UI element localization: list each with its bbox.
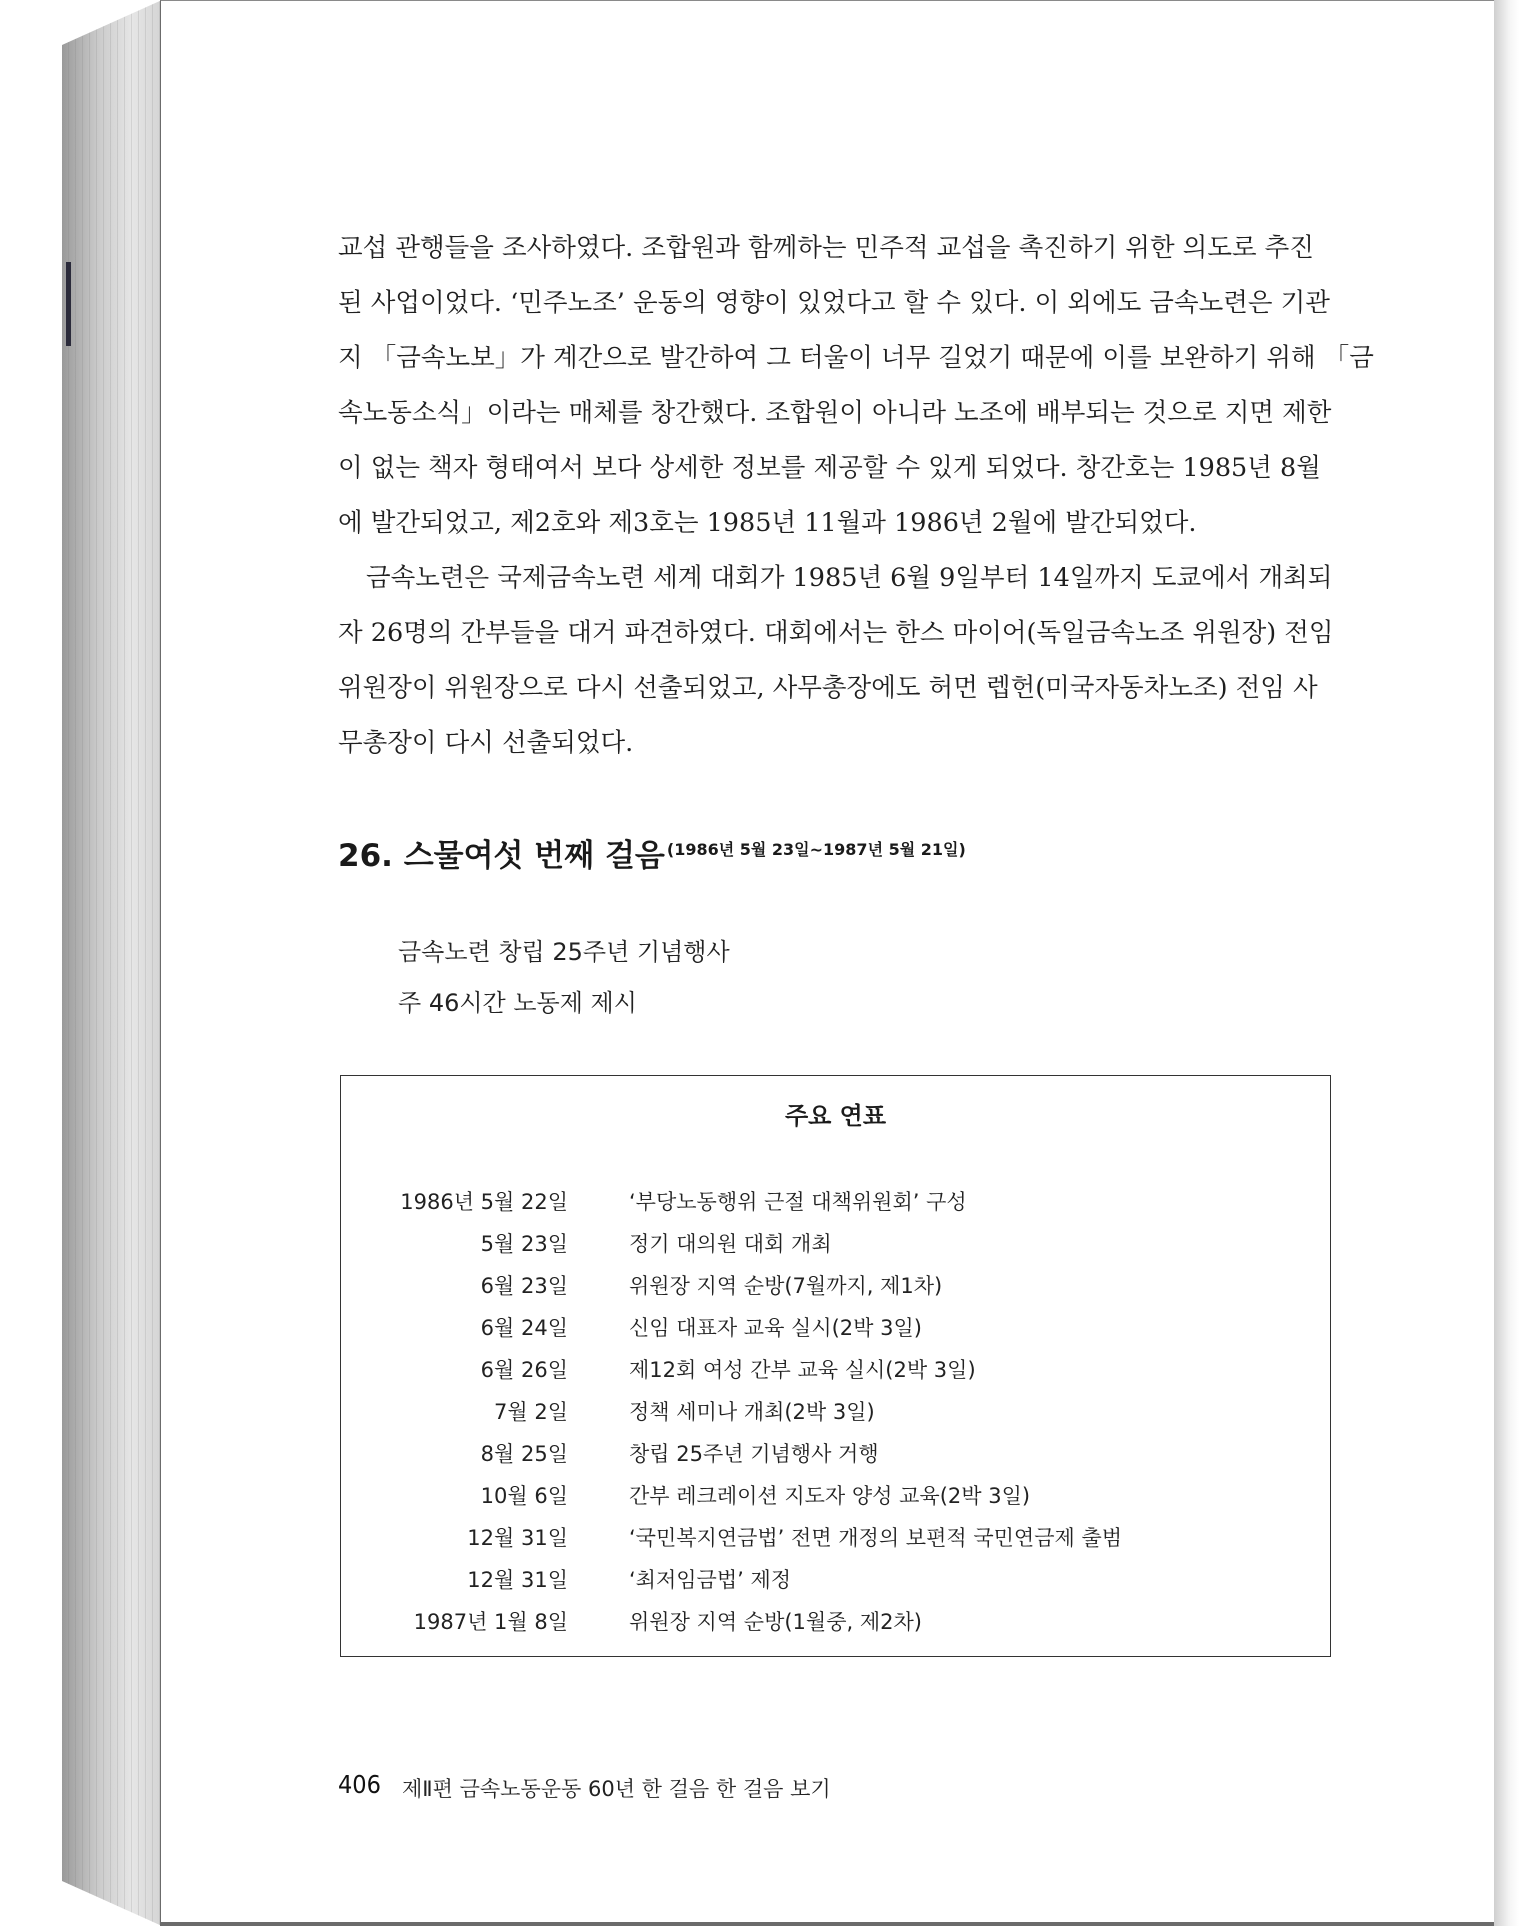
timeline-title: 주요 연표: [784, 1102, 887, 1130]
page-bottom-edge: [160, 1922, 1494, 1926]
body-line: 지 「금속노보」가 계간으로 발간하여 그 터울이 너무 길었기 때문에 이를 보완하기 위해 「금: [338, 343, 1374, 373]
running-head: 제Ⅱ편 금속노동운동 60년 한 걸음 한 걸음 보기: [402, 1777, 831, 1801]
timeline-event: 정기 대의원 대회 개최: [629, 1232, 832, 1256]
body-line: 자 26명의 간부들을 대거 파견하였다. 대회에서는 한스 마이어(독일금속노조 위원장) 전임: [338, 618, 1334, 648]
body-line: 교섭 관행들을 조사하였다. 조합원과 함께하는 민주적 교섭을 촉진하기 위한 의도로 추진: [338, 233, 1314, 263]
timeline-event: 정책 세미나 개최(2박 3일): [629, 1400, 875, 1424]
timeline-date: 8월 25일: [480, 1442, 568, 1466]
timeline-event: 제12회 여성 간부 교육 실시(2박 3일): [629, 1358, 976, 1382]
section-subhead: 주 46시간 노동제 제시: [398, 989, 637, 1017]
timeline-box: [340, 1075, 1331, 1657]
spine-ribbon-mark: [66, 262, 71, 346]
timeline-event: 신임 대표자 교육 실시(2박 3일): [629, 1316, 922, 1340]
body-line: 위원장이 위원장으로 다시 선출되었고, 사무총장에도 허먼 렙헌(미국자동차노조) 전임 사: [338, 673, 1318, 703]
timeline-event: 위원장 지역 순방(1월중, 제2차): [629, 1610, 922, 1634]
timeline-event: ‘국민복지연금법’ 전면 개정의 보편적 국민연금제 출범: [629, 1526, 1123, 1550]
timeline-date: 6월 24일: [480, 1316, 568, 1340]
timeline-date: 12월 31일: [467, 1568, 568, 1592]
timeline-date: 6월 26일: [480, 1358, 568, 1382]
timeline-date: 5월 23일: [480, 1232, 568, 1256]
timeline-date: 1986년 5월 22일: [400, 1190, 568, 1214]
body-line: 무총장이 다시 선출되었다.: [338, 728, 634, 758]
section-subhead: 금속노련 창립 25주년 기념행사: [398, 938, 730, 966]
body-line: 된 사업이었다. ‘민주노조’ 운동의 영향이 있었다고 할 수 있다. 이 외에도 금속노련은 기관: [338, 288, 1330, 318]
body-line: 에 발간되었고, 제2호와 제3호는 1985년 11월과 1986년 2월에 발간되었다.: [338, 508, 1197, 538]
section-title-text: 26. 스물여섯 번째 걸음: [338, 838, 665, 874]
section-date-range: (1986년 5월 23일~1987년 5월 21일): [666, 839, 966, 859]
section-title: [338, 830, 966, 875]
timeline-event: ‘최저임금법’ 제정: [629, 1568, 792, 1592]
timeline-date: 6월 23일: [480, 1274, 568, 1298]
timeline-date: 12월 31일: [467, 1526, 568, 1550]
timeline-event: 창립 25주년 기념행사 거행: [629, 1442, 879, 1466]
timeline-date: 10월 6일: [480, 1484, 568, 1508]
page-edge-shadow: [1494, 0, 1519, 1926]
body-line: 금속노련은 국제금속노련 세계 대회가 1985년 6월 9일부터 14일까지 도쿄에서 개최되: [366, 563, 1333, 593]
body-line: 속노동소식」이라는 매체를 창간했다. 조합원이 아니라 노조에 배부되는 것으로 지면 제한: [338, 398, 1332, 428]
timeline-event: 위원장 지역 순방(7월까지, 제1차): [629, 1274, 943, 1298]
book-page-edges: [62, 0, 162, 1926]
timeline-date: 1987년 1월 8일: [413, 1610, 568, 1634]
body-line: 이 없는 책자 형태여서 보다 상세한 정보를 제공할 수 있게 되었다. 창간호는 1985년 8월: [338, 453, 1321, 483]
timeline-event: ‘부당노동행위 근절 대책위원회’ 구성: [629, 1190, 967, 1214]
timeline-date: 7월 2일: [494, 1400, 568, 1424]
page-number: 406: [338, 1770, 381, 1799]
timeline-event: 간부 레크레이션 지도자 양성 교육(2박 3일): [629, 1484, 1031, 1508]
